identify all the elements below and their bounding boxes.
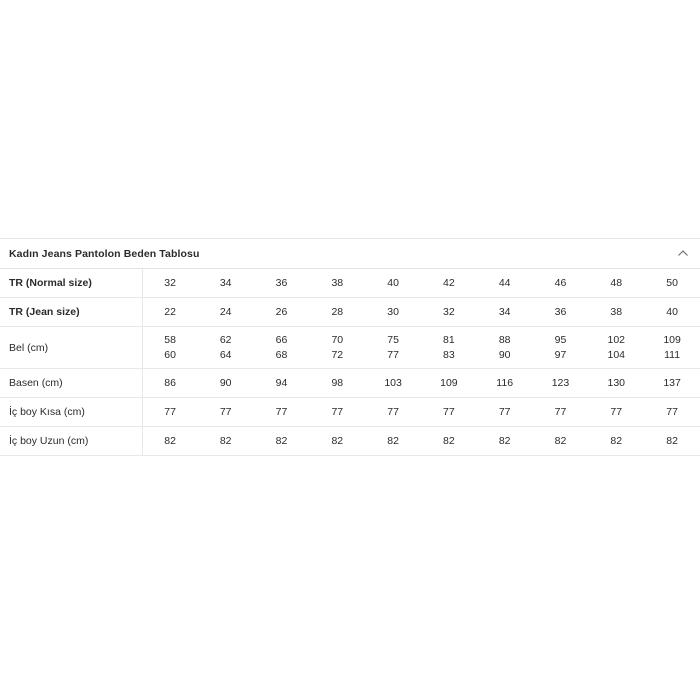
row-label: TR (Normal size) — [0, 269, 142, 298]
table-cell: 90 — [219, 377, 232, 389]
table-cell: 123 — [551, 377, 570, 389]
value-bottom: 83 — [443, 348, 455, 361]
table-cell: 82 — [610, 435, 623, 447]
table-cell: 40 — [666, 306, 678, 318]
table-cell — [644, 327, 700, 369]
table-cell: 34 — [219, 277, 232, 289]
table-cell: 82 — [331, 435, 344, 447]
value-top: 70 — [331, 333, 344, 346]
value-top: 62 — [219, 333, 232, 346]
table-cell: 46 — [554, 277, 567, 289]
table-cell: 50 — [666, 277, 678, 289]
table-cell: 28 — [331, 306, 344, 318]
table-cell: 77 — [666, 406, 678, 418]
value-bottom: 64 — [219, 348, 232, 361]
table-cell: 82 — [554, 435, 567, 447]
table-cell: 82 — [275, 435, 288, 447]
table-row — [0, 298, 700, 327]
table-cell — [254, 327, 310, 369]
table-row — [0, 427, 700, 456]
table-cell: 32 — [164, 277, 176, 289]
table-row — [0, 398, 700, 427]
page-title: Kadın Jeans Pantolon Beden Tablosu — [9, 247, 200, 260]
table-cell: 82 — [387, 435, 399, 447]
table-row — [0, 369, 700, 398]
size-chart-table — [0, 269, 700, 456]
chevron-up-icon[interactable] — [676, 247, 690, 261]
table-cell: 77 — [610, 406, 623, 418]
table-cell: 82 — [498, 435, 511, 447]
table-row — [0, 269, 700, 298]
table-cell: 34 — [498, 306, 511, 318]
value-top: 102 — [607, 333, 626, 346]
value-bottom: 60 — [164, 348, 176, 361]
table-cell — [198, 327, 254, 369]
table-cell: 40 — [387, 277, 399, 289]
table-cell: 36 — [275, 277, 288, 289]
row-label: Bel (cm) — [0, 327, 142, 369]
table-cell: 77 — [498, 406, 511, 418]
table-cell: 86 — [164, 377, 176, 389]
table-cell: 32 — [443, 306, 455, 318]
value-bottom: 97 — [554, 348, 567, 361]
table-cell: 82 — [443, 435, 455, 447]
table-cell: 77 — [219, 406, 232, 418]
table-cell: 82 — [219, 435, 232, 447]
value-bottom: 77 — [387, 348, 399, 361]
table-cell: 26 — [275, 306, 288, 318]
table-cell: 103 — [384, 377, 402, 389]
value-top: 66 — [275, 333, 288, 346]
size-chart-header[interactable] — [0, 238, 700, 269]
table-cell — [421, 327, 477, 369]
size-chart-panel — [0, 238, 700, 456]
table-row — [0, 327, 700, 369]
row-label: İç boy Uzun (cm) — [0, 427, 142, 456]
table-cell — [533, 327, 589, 369]
table-cell: 24 — [219, 306, 232, 318]
table-cell: 77 — [387, 406, 399, 418]
table-cell: 116 — [496, 377, 514, 389]
value-bottom: 72 — [331, 348, 344, 361]
table-cell: 94 — [275, 377, 288, 389]
value-top: 58 — [164, 333, 176, 346]
table-cell: 44 — [498, 277, 511, 289]
value-top: 95 — [554, 333, 567, 346]
value-top: 88 — [498, 333, 511, 346]
row-label: TR (Jean size) — [0, 298, 142, 327]
table-cell: 77 — [331, 406, 344, 418]
table-cell: 77 — [275, 406, 288, 418]
table-cell: 38 — [610, 306, 623, 318]
table-cell — [365, 327, 421, 369]
table-cell — [477, 327, 533, 369]
table-cell: 98 — [331, 377, 344, 389]
table-cell: 82 — [666, 435, 678, 447]
table-cell: 42 — [443, 277, 455, 289]
table-cell: 130 — [607, 377, 626, 389]
value-top: 81 — [443, 333, 455, 346]
table-cell: 30 — [387, 306, 399, 318]
table-cell: 36 — [554, 306, 567, 318]
value-top: 75 — [387, 333, 399, 346]
table-cell: 22 — [164, 306, 176, 318]
value-top: 109 — [663, 333, 681, 346]
table-cell: 48 — [610, 277, 623, 289]
value-bottom: 104 — [607, 348, 626, 361]
row-label: Basen (cm) — [0, 369, 142, 398]
table-cell — [588, 327, 644, 369]
table-cell: 137 — [663, 377, 681, 389]
table-cell: 77 — [164, 406, 176, 418]
table-cell — [309, 327, 365, 369]
value-bottom: 90 — [498, 348, 511, 361]
table-cell: 82 — [164, 435, 176, 447]
table-cell: 77 — [443, 406, 455, 418]
row-label: İç boy Kısa (cm) — [0, 398, 142, 427]
value-bottom: 68 — [275, 348, 288, 361]
table-cell: 77 — [554, 406, 567, 418]
table-cell: 109 — [440, 377, 458, 389]
table-cell — [142, 327, 198, 369]
table-cell: 38 — [331, 277, 344, 289]
value-bottom: 111 — [664, 348, 681, 361]
